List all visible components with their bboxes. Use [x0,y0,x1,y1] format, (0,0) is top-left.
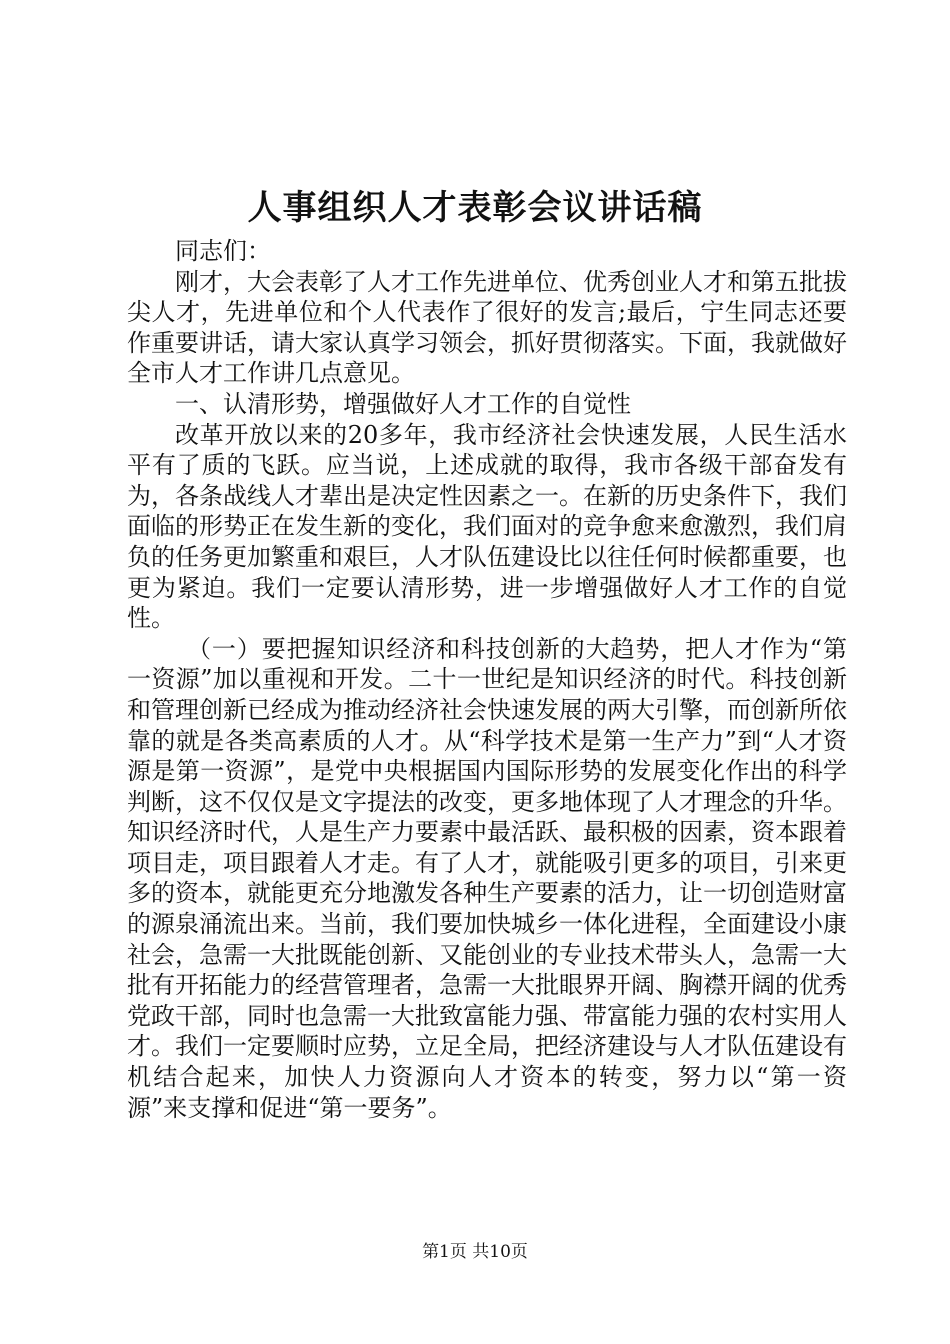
document-body [127,236,847,1123]
body-paragraph: 改革开放以来的20多年，我市经济社会快速发展，人民生活水平有了质的飞跃。应当说，上述成就的取得，我市各级干部奋发有为，各条战线人才辈出是决定性因素之一。在新的历史条件下，我们面临的形势正在发生新的变化，我们面对的竞争愈来愈激烈，我们肩负的任务更加繁重和艰巨，人才队伍建设比以往任何时候都重要，也更为紧迫。我们一定要认清形势，进一步增强做好人才工作的自觉性。 [127,420,847,633]
subsection-paragraph: （一）要把握知识经济和科技创新的大趋势，把人才作为“第一资源”加以重视和开发。二十一世纪是知识经济的时代。科技创新和管理创新已经成为推动经济社会快速发展的两大引擎，而创新所依靠的就是各类高素质的人才。从“科学技术是第一生产力”到“人才资源是第一资源”，是党中央根据国内国际形势的发展变化作出的科学判断，这不仅仅是文字提法的改变，更多地体现了人才理念的升华。知识经济时代，人是生产力要素中最活跃、最积极的因素，资本跟着项目走，项目跟着人才走。有了人才，就能吸引更多的项目，引来更多的资本，就能更充分地激发各种生产要素的活力，让一切创造财富的源泉涌流出来。当前，我们要加快城乡一体化进程，全面建设小康社会，急需一大批既能创新、又能创业的专业技术带头人，急需一大批有开拓能力的经营管理者，急需一大批眼界开阔、胸襟开阔的优秀党政干部，同时也急需一大批致富能力强、带富能力强的农村实用人才。我们一定要顺时应势，立足全局，把经济建设与人才队伍建设有机结合起来，加快人力资源向人才资本的转变，努力以“第一资源”来支撑和促进“第一要务”。 [127,634,847,1122]
document-title: 人事组织人才表彰会议讲话稿 [247,188,703,228]
salutation-paragraph: 同志们： [175,237,271,265]
page-number-footer: 第1页 共10页 [422,1242,528,1262]
section-heading: 一、认清形势，增强做好人才工作的自觉性 [175,389,631,418]
opening-paragraph: 刚才，大会表彰了人才工作先进单位、优秀创业人才和第五批拔尖人才，先进单位和个人代表作了很好的发言;最后，宁生同志还要作重要讲话，请大家认真学习领会，抓好贯彻落实。下面，我就做好全市人才工作讲几点意见。 [127,267,847,388]
